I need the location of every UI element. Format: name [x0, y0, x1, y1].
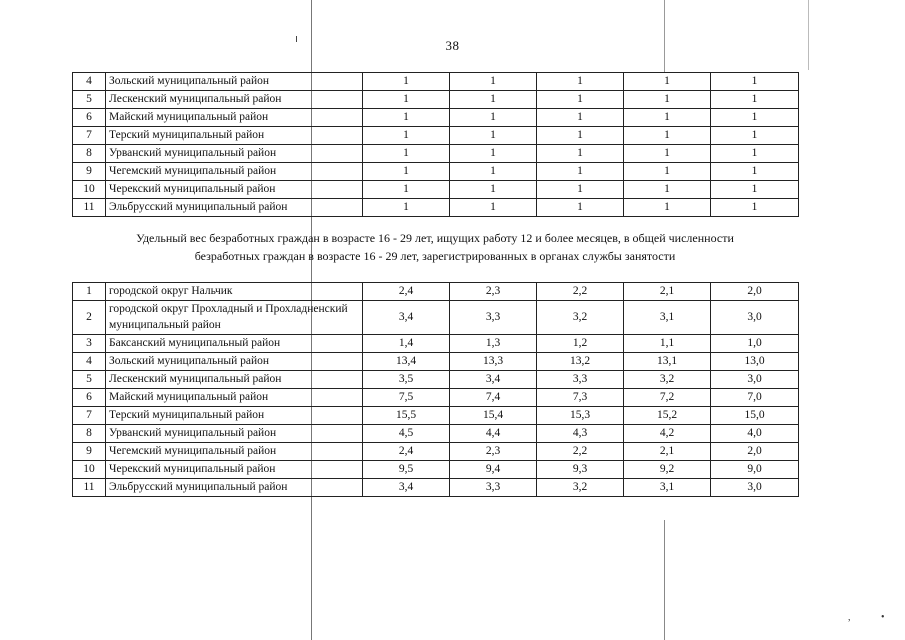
table-row — [73, 389, 799, 407]
value-cell: 3,0 — [711, 371, 799, 389]
district-name: Эльбрусский муниципальный район — [106, 479, 363, 497]
value-cell: 2,4 — [363, 443, 450, 461]
value-cell: 1 — [624, 109, 711, 127]
row-number: 5 — [73, 371, 106, 389]
caption-line-1: Удельный вес безработных граждан в возрасте 16 - 29 лет, ищущих работу 12 и более месяцев, в общей численности — [136, 231, 734, 245]
district-name: Терский муниципальный район — [106, 127, 363, 145]
table-row — [73, 91, 799, 109]
value-cell: 1 — [624, 145, 711, 163]
value-cell: 1,3 — [450, 335, 537, 353]
table-row — [73, 443, 799, 461]
district-name: городской округ Прохладный и Прохладненский муниципальный район — [106, 301, 363, 335]
value-cell: 2,1 — [624, 443, 711, 461]
scan-artifact-line — [808, 0, 809, 70]
value-cell: 3,1 — [624, 301, 711, 335]
value-cell: 3,3 — [537, 371, 624, 389]
value-cell: 1 — [711, 91, 799, 109]
value-cell: 15,3 — [537, 407, 624, 425]
district-name: Черекский муниципальный район — [106, 461, 363, 479]
row-number: 9 — [73, 443, 106, 461]
scan-artifact-line — [664, 520, 665, 640]
district-name: Зольский муниципальный район — [106, 73, 363, 91]
row-number: 6 — [73, 109, 106, 127]
value-cell: 2,3 — [450, 283, 537, 301]
value-cell: 1 — [450, 145, 537, 163]
value-cell: 3,2 — [537, 301, 624, 335]
row-number: 6 — [73, 389, 106, 407]
value-cell: 9,3 — [537, 461, 624, 479]
scan-artifact-line — [664, 0, 665, 72]
value-cell: 13,3 — [450, 353, 537, 371]
value-cell: 7,3 — [537, 389, 624, 407]
value-cell: 15,5 — [363, 407, 450, 425]
district-name: Черекский муниципальный район — [106, 181, 363, 199]
value-cell: 1 — [537, 163, 624, 181]
value-cell: 1 — [624, 163, 711, 181]
value-cell: 1 — [537, 199, 624, 217]
value-cell: 1 — [537, 181, 624, 199]
scan-artifact-mark: • — [881, 612, 885, 623]
table-row — [73, 127, 799, 145]
district-name: Майский муниципальный район — [106, 389, 363, 407]
value-cell: 1,2 — [537, 335, 624, 353]
value-cell: 1 — [450, 91, 537, 109]
value-cell: 15,4 — [450, 407, 537, 425]
value-cell: 2,0 — [711, 283, 799, 301]
value-cell: 4,3 — [537, 425, 624, 443]
value-cell: 3,3 — [450, 479, 537, 497]
value-cell: 3,2 — [537, 479, 624, 497]
row-number: 10 — [73, 461, 106, 479]
row-number: 2 — [73, 301, 106, 335]
value-cell: 3,0 — [711, 479, 799, 497]
value-cell: 1 — [363, 181, 450, 199]
value-cell: 1 — [363, 199, 450, 217]
value-cell: 1 — [711, 127, 799, 145]
value-cell: 2,4 — [363, 283, 450, 301]
value-cell: 7,2 — [624, 389, 711, 407]
value-cell: 1 — [711, 163, 799, 181]
value-cell: 1 — [363, 145, 450, 163]
table-row — [73, 407, 799, 425]
table-row — [73, 301, 799, 335]
table-row — [73, 283, 799, 301]
value-cell: 1 — [363, 91, 450, 109]
row-number: 11 — [73, 479, 106, 497]
row-number: 9 — [73, 163, 106, 181]
value-cell: 2,2 — [537, 443, 624, 461]
table-row — [73, 371, 799, 389]
value-cell: 2,1 — [624, 283, 711, 301]
value-cell: 1 — [537, 127, 624, 145]
table-row — [73, 353, 799, 371]
district-name: Эльбрусский муниципальный район — [106, 199, 363, 217]
row-number: 4 — [73, 353, 106, 371]
table-row — [73, 181, 799, 199]
row-number: 11 — [73, 199, 106, 217]
value-cell: 15,2 — [624, 407, 711, 425]
table-row — [73, 335, 799, 353]
table-row — [73, 145, 799, 163]
value-cell: 9,0 — [711, 461, 799, 479]
value-cell: 13,0 — [711, 353, 799, 371]
value-cell: 3,3 — [450, 301, 537, 335]
value-cell: 2,0 — [711, 443, 799, 461]
value-cell: 13,2 — [537, 353, 624, 371]
value-cell: 13,4 — [363, 353, 450, 371]
table-row — [73, 73, 799, 91]
table-row — [73, 163, 799, 181]
value-cell: 3,0 — [711, 301, 799, 335]
row-number: 5 — [73, 91, 106, 109]
district-name: Баксанский муниципальный район — [106, 335, 363, 353]
value-cell: 9,2 — [624, 461, 711, 479]
value-cell: 1 — [711, 199, 799, 217]
value-cell: 3,4 — [363, 301, 450, 335]
row-number: 3 — [73, 335, 106, 353]
table-row — [73, 109, 799, 127]
value-cell: 1,1 — [624, 335, 711, 353]
unemployment-share-table — [72, 282, 799, 497]
value-cell: 1 — [450, 127, 537, 145]
district-name: Чегемский муниципальный район — [106, 163, 363, 181]
value-cell: 9,4 — [450, 461, 537, 479]
district-name: Урванский муниципальный район — [106, 425, 363, 443]
row-number: 7 — [73, 127, 106, 145]
value-cell: 1 — [537, 91, 624, 109]
caption-line-2: безработных граждан в возрасте 16 - 29 лет, зарегистрированных в органах службы занятости — [194, 249, 676, 263]
value-cell: 1,4 — [363, 335, 450, 353]
value-cell: 1 — [624, 181, 711, 199]
district-name: Урванский муниципальный район — [106, 145, 363, 163]
value-cell: 1 — [363, 127, 450, 145]
row-number: 8 — [73, 145, 106, 163]
page-number: 38 — [445, 38, 460, 53]
value-cell: 1 — [711, 181, 799, 199]
district-name: Чегемский муниципальный район — [106, 443, 363, 461]
value-cell: 9,5 — [363, 461, 450, 479]
value-cell: 13,1 — [624, 353, 711, 371]
value-cell: 1 — [450, 163, 537, 181]
value-cell: 1 — [450, 73, 537, 91]
table-caption — [72, 229, 798, 265]
value-cell: 1 — [537, 145, 624, 163]
value-cell: 1 — [711, 145, 799, 163]
value-cell: 1 — [450, 199, 537, 217]
row-number: 4 — [73, 73, 106, 91]
value-cell: 1 — [624, 73, 711, 91]
table-row — [73, 461, 799, 479]
district-name: Майский муниципальный район — [106, 109, 363, 127]
value-cell: 3,4 — [450, 371, 537, 389]
value-cell: 3,2 — [624, 371, 711, 389]
value-cell: 1 — [624, 127, 711, 145]
district-name: Терский муниципальный район — [106, 407, 363, 425]
row-number: 7 — [73, 407, 106, 425]
row-number: 8 — [73, 425, 106, 443]
value-cell: 4,2 — [624, 425, 711, 443]
value-cell: 7,5 — [363, 389, 450, 407]
row-number: 1 — [73, 283, 106, 301]
value-cell: 4,0 — [711, 425, 799, 443]
scan-artifact-mark: , — [848, 612, 851, 623]
value-cell: 3,5 — [363, 371, 450, 389]
value-cell: 2,2 — [537, 283, 624, 301]
table-row — [73, 479, 799, 497]
value-cell: 1,0 — [711, 335, 799, 353]
district-name: Лескенский муниципальный район — [106, 371, 363, 389]
value-cell: 1 — [363, 109, 450, 127]
row-number: 10 — [73, 181, 106, 199]
value-cell: 1 — [624, 199, 711, 217]
value-cell: 1 — [711, 73, 799, 91]
value-cell: 1 — [450, 109, 537, 127]
districts-table-top — [72, 72, 799, 217]
value-cell: 1 — [537, 73, 624, 91]
value-cell: 2,3 — [450, 443, 537, 461]
value-cell: 4,4 — [450, 425, 537, 443]
value-cell: 1 — [537, 109, 624, 127]
value-cell: 1 — [363, 73, 450, 91]
value-cell: 7,4 — [450, 389, 537, 407]
value-cell: 1 — [450, 181, 537, 199]
value-cell: 15,0 — [711, 407, 799, 425]
district-name: Зольский муниципальный район — [106, 353, 363, 371]
value-cell: 1 — [363, 163, 450, 181]
value-cell: 1 — [624, 91, 711, 109]
table-row — [73, 425, 799, 443]
value-cell: 1 — [711, 109, 799, 127]
table-row — [73, 199, 799, 217]
value-cell: 3,4 — [363, 479, 450, 497]
district-name: Лескенский муниципальный район — [106, 91, 363, 109]
value-cell: 4,5 — [363, 425, 450, 443]
value-cell: 7,0 — [711, 389, 799, 407]
district-name: городской округ Нальчик — [106, 283, 363, 301]
value-cell: 3,1 — [624, 479, 711, 497]
